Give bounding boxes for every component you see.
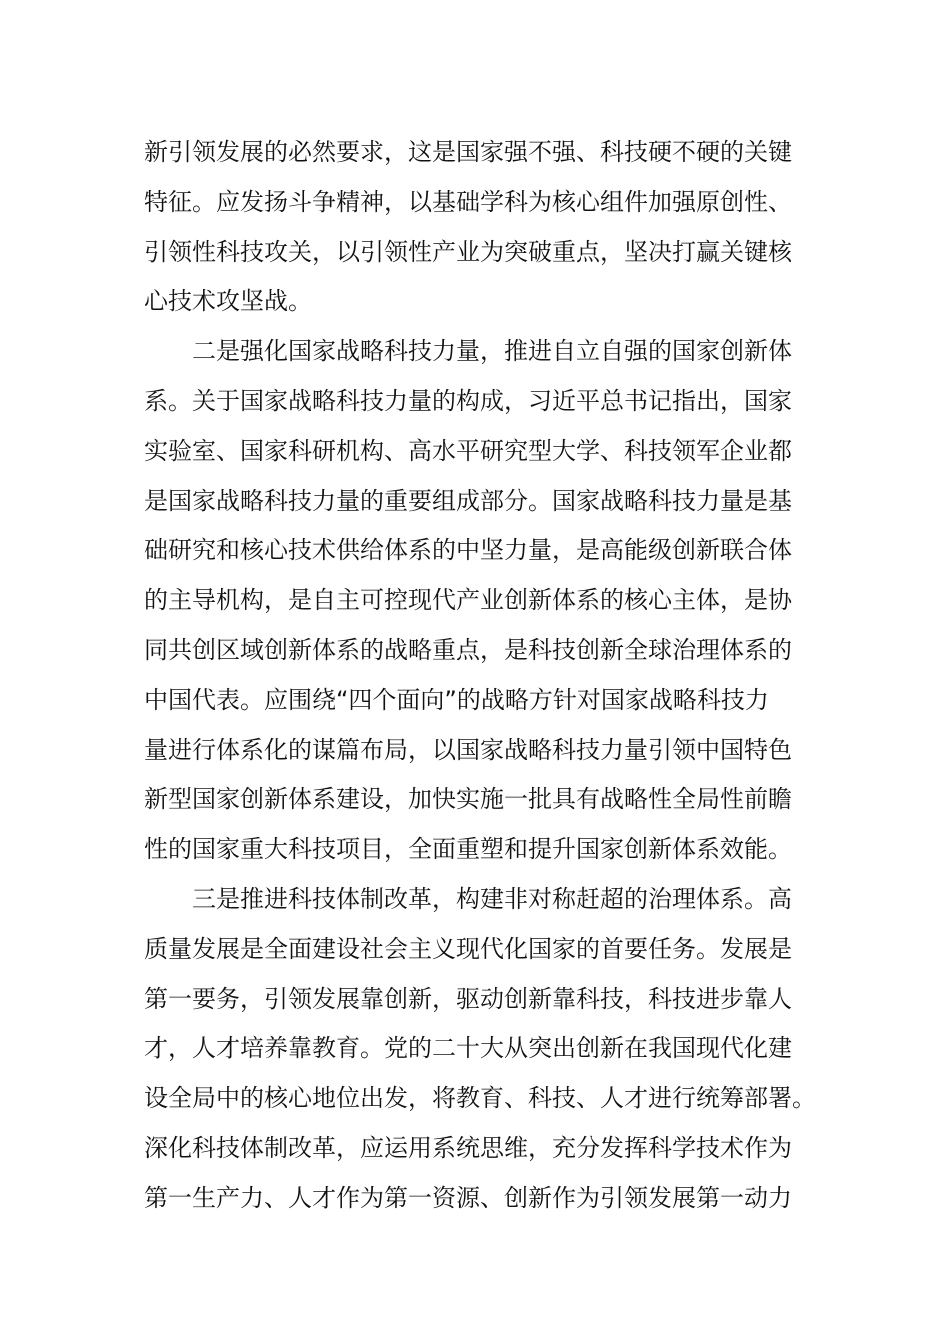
text-line: 第一要务，引领发展靠创新，驱动创新靠科技，科技进步靠人 [144, 984, 792, 1013]
text-line: 二是强化国家战略科技力量，推进自立自强的国家创新体 [192, 337, 792, 366]
text-line: 础研究和核心技术供给体系的中坚力量，是高能级创新联合体 [144, 536, 792, 565]
paragraph-2 [144, 327, 824, 875]
text-line: 特征。应发扬斗争精神，以基础学科为核心组件加强原创性、 [144, 187, 792, 216]
text-line: 同共创区域创新体系的战略重点，是科技创新全球治理体系的 [144, 635, 792, 664]
text-line: 量进行体系化的谋篇布局，以国家战略科技力量引领中国特色 [144, 735, 792, 764]
text-line: 三是推进科技体制改革，构建非对称赶超的治理体系。高 [192, 884, 792, 913]
text-line: 的主导机构，是自主可控现代产业创新体系的核心主体，是协 [144, 586, 792, 615]
text-line: 心技术攻坚战。 [144, 287, 312, 316]
text-line: 引领性科技攻关，以引领性产业为突破重点，坚决打赢关键核 [144, 237, 792, 266]
text-line: 第一生产力、人才作为第一资源、创新作为引领发展第一动力 [144, 1183, 792, 1212]
text-line: 中国代表。应围绕“四个面向”的战略方针对国家战略科技力 [144, 685, 769, 714]
text-line: 设全局中的核心地位出发，将教育、科技、人才进行统筹部署。 [144, 1084, 816, 1113]
paragraph-1 [144, 128, 824, 327]
document-body [144, 128, 824, 1224]
text-line: 新引领发展的必然要求，这是国家强不强、科技硬不硬的关键 [144, 138, 792, 166]
text-line: 才，人才培养靠教育。党的二十大从突出创新在我国现代化建 [144, 1034, 792, 1063]
text-line: 实验室、国家科研机构、高水平研究型大学、科技领军企业都 [144, 436, 792, 465]
text-line: 质量发展是全面建设社会主义现代化国家的首要任务。发展是 [144, 934, 792, 963]
text-line: 深化科技体制改革，应运用系统思维，充分发挥科学技术作为 [144, 1133, 792, 1162]
text-line: 系。关于国家战略科技力量的构成，习近平总书记指出，国家 [144, 386, 792, 415]
paragraph-3 [144, 875, 824, 1224]
text-line: 新型国家创新体系建设，加快实施一批具有战略性全局性前瞻 [144, 785, 792, 814]
text-line: 是国家战略科技力量的重要组成部分。国家战略科技力量是基 [144, 486, 792, 515]
text-line: 性的国家重大科技项目，全面重塑和提升国家创新体系效能。 [144, 835, 792, 864]
